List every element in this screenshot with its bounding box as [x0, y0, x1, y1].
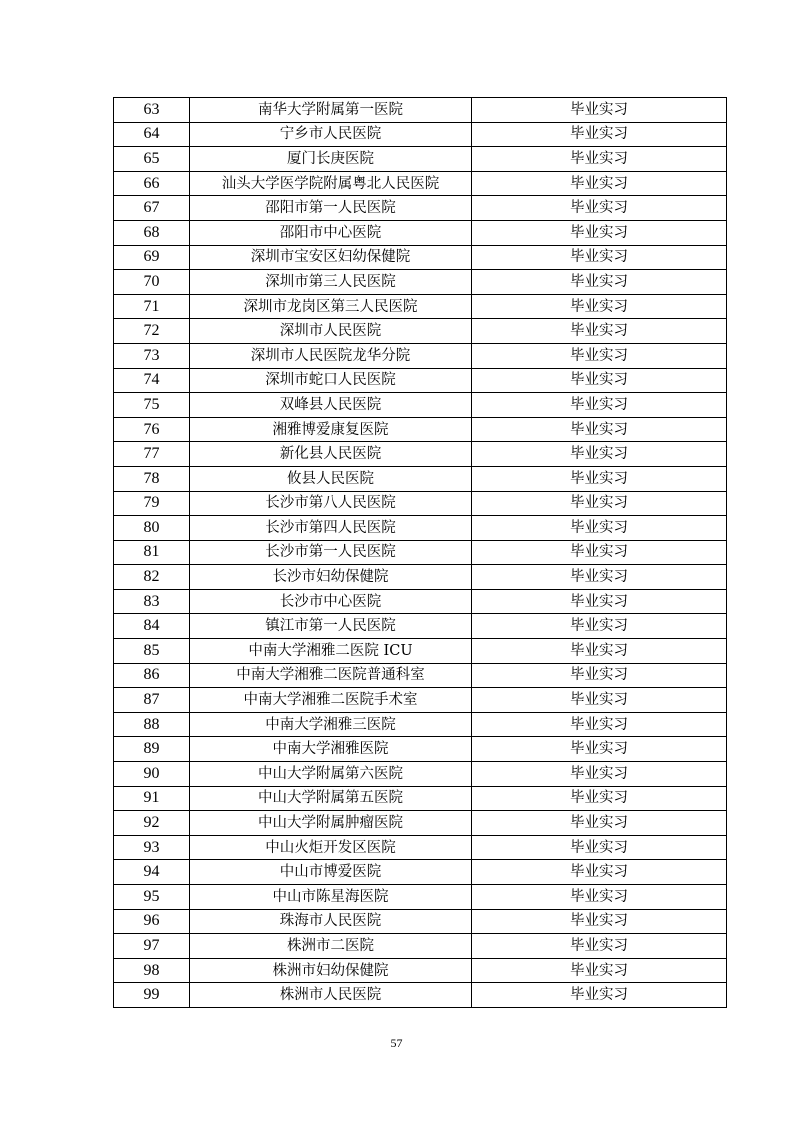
row-number-cell: 73 [114, 343, 190, 368]
table-row [114, 589, 727, 614]
internship-type-cell: 毕业实习 [472, 934, 727, 959]
internship-type-cell: 毕业实习 [472, 614, 727, 639]
internship-type-cell: 毕业实习 [472, 466, 727, 491]
hospital-name-cell: 深圳市龙岗区第三人民医院 [190, 294, 472, 319]
hospital-name-cell: 湘雅博爱康复医院 [190, 417, 472, 442]
internship-type-cell: 毕业实习 [472, 565, 727, 590]
table-row [114, 909, 727, 934]
internship-type-cell: 毕业实习 [472, 294, 727, 319]
table-row [114, 368, 727, 393]
internship-type-cell: 毕业实习 [472, 98, 727, 123]
hospital-name-cell: 长沙市第一人民医院 [190, 540, 472, 565]
hospital-name-cell: 长沙市第八人民医院 [190, 491, 472, 516]
row-number-cell: 88 [114, 712, 190, 737]
table-row [114, 417, 727, 442]
internship-type-cell: 毕业实习 [472, 811, 727, 836]
row-number-cell: 80 [114, 516, 190, 541]
table-row [114, 934, 727, 959]
row-number-cell: 81 [114, 540, 190, 565]
table-row [114, 98, 727, 123]
table-row [114, 196, 727, 221]
row-number-cell: 65 [114, 147, 190, 172]
internship-type-cell: 毕业实习 [472, 417, 727, 442]
internship-type-cell: 毕业实习 [472, 663, 727, 688]
hospital-name-cell: 珠海市人民医院 [190, 909, 472, 934]
row-number-cell: 71 [114, 294, 190, 319]
hospital-name-cell: 镇江市第一人民医院 [190, 614, 472, 639]
row-number-cell: 69 [114, 245, 190, 270]
hospital-name-cell: 双峰县人民医院 [190, 393, 472, 418]
internship-hospital-table [113, 97, 727, 1008]
hospital-name-cell: 中南大学湘雅三医院 [190, 712, 472, 737]
row-number-cell: 78 [114, 466, 190, 491]
row-number-cell: 94 [114, 860, 190, 885]
row-number-cell: 93 [114, 835, 190, 860]
hospital-name-cell: 中南大学湘雅医院 [190, 737, 472, 762]
internship-type-cell: 毕业实习 [472, 516, 727, 541]
hospital-name-cell: 中南大学湘雅二医院手术室 [190, 688, 472, 713]
row-number-cell: 99 [114, 983, 190, 1008]
internship-type-cell: 毕业实习 [472, 909, 727, 934]
internship-type-cell: 毕业实习 [472, 343, 727, 368]
internship-type-cell: 毕业实习 [472, 762, 727, 787]
page-number: 57 [390, 1036, 403, 1050]
internship-type-cell: 毕业实习 [472, 712, 727, 737]
table-row [114, 712, 727, 737]
row-number-cell: 64 [114, 122, 190, 147]
internship-type-cell: 毕业实习 [472, 589, 727, 614]
table-row [114, 294, 727, 319]
row-number-cell: 96 [114, 909, 190, 934]
table-row [114, 983, 727, 1008]
internship-type-cell: 毕业实习 [472, 786, 727, 811]
table-row [114, 688, 727, 713]
internship-type-cell: 毕业实习 [472, 860, 727, 885]
row-number-cell: 82 [114, 565, 190, 590]
table-row [114, 811, 727, 836]
row-number-cell: 86 [114, 663, 190, 688]
hospital-name-cell: 深圳市人民医院龙华分院 [190, 343, 472, 368]
hospital-name-cell: 中山大学附属肿瘤医院 [190, 811, 472, 836]
internship-type-cell: 毕业实习 [472, 737, 727, 762]
hospital-name-cell: 宁乡市人民医院 [190, 122, 472, 147]
hospital-name-cell: 中山市陈星海医院 [190, 885, 472, 910]
table-row [114, 762, 727, 787]
table-row [114, 614, 727, 639]
hospital-name-cell: 株洲市人民医院 [190, 983, 472, 1008]
table-row [114, 540, 727, 565]
table-row [114, 786, 727, 811]
row-number-cell: 68 [114, 220, 190, 245]
table-row [114, 270, 727, 295]
internship-type-cell: 毕业实习 [472, 639, 727, 664]
table-row [114, 491, 727, 516]
row-number-cell: 90 [114, 762, 190, 787]
table-row [114, 958, 727, 983]
row-number-cell: 79 [114, 491, 190, 516]
internship-type-cell: 毕业实习 [472, 688, 727, 713]
internship-type-cell: 毕业实习 [472, 958, 727, 983]
row-number-cell: 72 [114, 319, 190, 344]
table-row [114, 737, 727, 762]
row-number-cell: 77 [114, 442, 190, 467]
row-number-cell: 92 [114, 811, 190, 836]
internship-type-cell: 毕业实习 [472, 196, 727, 221]
hospital-name-cell: 汕头大学医学院附属粤北人民医院 [190, 171, 472, 196]
table-row [114, 835, 727, 860]
table-row [114, 393, 727, 418]
hospital-name-cell: 中南大学湘雅二医院 ICU [190, 639, 472, 664]
internship-type-cell: 毕业实习 [472, 393, 727, 418]
table-row [114, 147, 727, 172]
hospital-name-cell: 中山大学附属第五医院 [190, 786, 472, 811]
row-number-cell: 85 [114, 639, 190, 664]
table-row [114, 343, 727, 368]
row-number-cell: 75 [114, 393, 190, 418]
internship-type-cell: 毕业实习 [472, 245, 727, 270]
hospital-name-cell: 深圳市人民医院 [190, 319, 472, 344]
table-row [114, 466, 727, 491]
row-number-cell: 70 [114, 270, 190, 295]
hospital-name-cell: 深圳市第三人民医院 [190, 270, 472, 295]
table-body [114, 98, 727, 1008]
hospital-name-cell: 中山大学附属第六医院 [190, 762, 472, 787]
table-row [114, 516, 727, 541]
table-row [114, 220, 727, 245]
internship-type-cell: 毕业实习 [472, 122, 727, 147]
internship-type-cell: 毕业实习 [472, 491, 727, 516]
internship-type-cell: 毕业实习 [472, 368, 727, 393]
row-number-cell: 74 [114, 368, 190, 393]
internship-type-cell: 毕业实习 [472, 270, 727, 295]
hospital-name-cell: 株洲市妇幼保健院 [190, 958, 472, 983]
internship-type-cell: 毕业实习 [472, 540, 727, 565]
hospital-name-cell: 深圳市蛇口人民医院 [190, 368, 472, 393]
table-row [114, 663, 727, 688]
hospital-name-cell: 邵阳市中心医院 [190, 220, 472, 245]
row-number-cell: 98 [114, 958, 190, 983]
internship-type-cell: 毕业实习 [472, 147, 727, 172]
table-row [114, 442, 727, 467]
table-row [114, 860, 727, 885]
row-number-cell: 97 [114, 934, 190, 959]
hospital-name-cell: 株洲市二医院 [190, 934, 472, 959]
row-number-cell: 89 [114, 737, 190, 762]
hospital-name-cell: 中山火炬开发区医院 [190, 835, 472, 860]
row-number-cell: 76 [114, 417, 190, 442]
hospital-name-cell: 深圳市宝安区妇幼保健院 [190, 245, 472, 270]
hospital-name-cell: 中山市博爱医院 [190, 860, 472, 885]
internship-type-cell: 毕业实习 [472, 983, 727, 1008]
table-row [114, 245, 727, 270]
hospital-name-cell: 新化县人民医院 [190, 442, 472, 467]
hospital-name-cell: 南华大学附属第一医院 [190, 98, 472, 123]
row-number-cell: 83 [114, 589, 190, 614]
hospital-name-cell: 厦门长庚医院 [190, 147, 472, 172]
hospital-name-cell: 攸县人民医院 [190, 466, 472, 491]
table-row [114, 565, 727, 590]
table-row [114, 885, 727, 910]
row-number-cell: 67 [114, 196, 190, 221]
row-number-cell: 91 [114, 786, 190, 811]
internship-type-cell: 毕业实习 [472, 442, 727, 467]
internship-type-cell: 毕业实习 [472, 220, 727, 245]
row-number-cell: 87 [114, 688, 190, 713]
table-row [114, 639, 727, 664]
table-row [114, 319, 727, 344]
hospital-name-cell: 长沙市第四人民医院 [190, 516, 472, 541]
hospital-name-cell: 中南大学湘雅二医院普通科室 [190, 663, 472, 688]
internship-type-cell: 毕业实习 [472, 885, 727, 910]
internship-type-cell: 毕业实习 [472, 319, 727, 344]
row-number-cell: 84 [114, 614, 190, 639]
internship-type-cell: 毕业实习 [472, 171, 727, 196]
hospital-name-cell: 邵阳市第一人民医院 [190, 196, 472, 221]
row-number-cell: 95 [114, 885, 190, 910]
hospital-name-cell: 长沙市妇幼保健院 [190, 565, 472, 590]
table-row [114, 122, 727, 147]
row-number-cell: 63 [114, 98, 190, 123]
internship-type-cell: 毕业实习 [472, 835, 727, 860]
row-number-cell: 66 [114, 171, 190, 196]
hospital-name-cell: 长沙市中心医院 [190, 589, 472, 614]
table-row [114, 171, 727, 196]
